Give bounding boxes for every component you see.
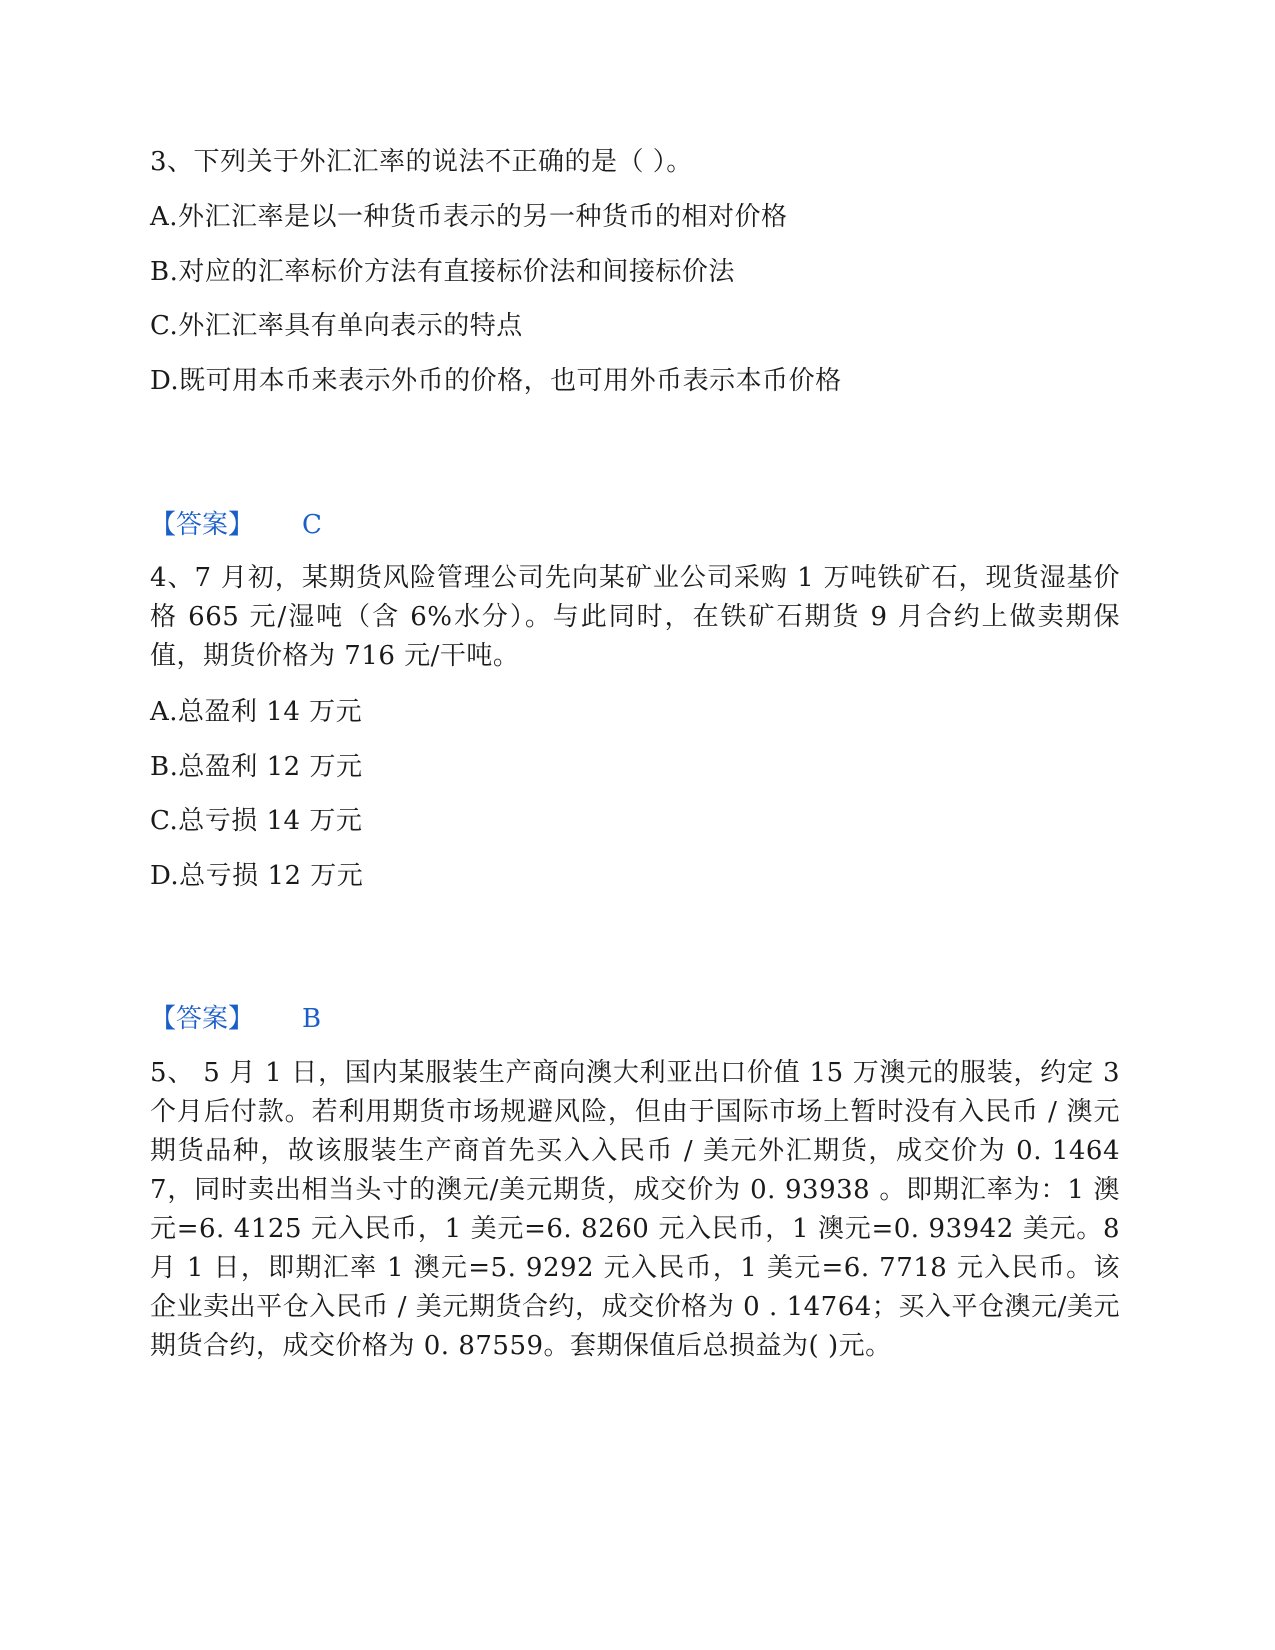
answer-tag: 【答案】 [150,1004,255,1034]
answer-block-1 [150,510,322,540]
question-3-stem: 3、下列关于外汇汇率的说法不正确的是（ ）。 [150,147,693,177]
question-4-option-b: B.总盈利 12 万元 [150,752,363,782]
answer-value: C [302,510,322,540]
question-4-stem: 4、7 月初，某期货风险管理公司先向某矿业公司采购 1 万吨铁矿石，现货湿基价格 665 元/湿吨（含 6%水分）。与此同时，在铁矿石期货 9 月合约上做卖期保值，期货价格为 716 元/干吨。 [150,563,1120,671]
question-4-option-a: A.总盈利 14 万元 [150,697,363,727]
question-4-option-c: C.总亏损 14 万元 [150,806,363,836]
answer-value: B [302,1004,322,1034]
question-5-stem: 5、 5 月 1 日，国内某服装生产商向澳大利亚出口价值 15 万澳元的服装，约定 3 个月后付款。若利用期货市场规避风险，但由于国际市场上暂时没有入民币 / 澳元期货品种，故该服装生产商首先买入入民币 / 美元外汇期货，成交价为 0. 14647，同时卖出相当头寸的澳元/美元期货，成交价为 0. 93938 。即期汇率为：1 澳元=6. 4125 元入民币，1 美元=6. 8260 元入民币，1 澳元=0. 93942 美元。8 月 1 日，即期汇率 1 澳元=5. 9292 元入民币，1 美元=6. 7718 元入民币。该企业卖出平仓入民币 / 美元期货合约，成交价格为 0 . 14764；买入平仓澳元/美元期货合约，成交价格为 0. 87559。套期保值后总损益为( )元。 [150,1058,1120,1361]
question-3-option-a: A.外汇汇率是以一种货币表示的另一种货币的相对价格 [150,202,788,232]
question-3-option-d: D.既可用本币来表示外币的价格，也可用外币表示本币价格 [150,366,842,396]
answer-block-2 [150,1004,321,1034]
question-3-option-b: B.对应的汇率标价方法有直接标价法和间接标价法 [150,257,735,287]
question-3-option-c: C.外汇汇率具有单向表示的特点 [150,311,523,341]
answer-tag: 【答案】 [150,510,255,540]
question-4-option-d: D.总亏损 12 万元 [150,861,364,891]
